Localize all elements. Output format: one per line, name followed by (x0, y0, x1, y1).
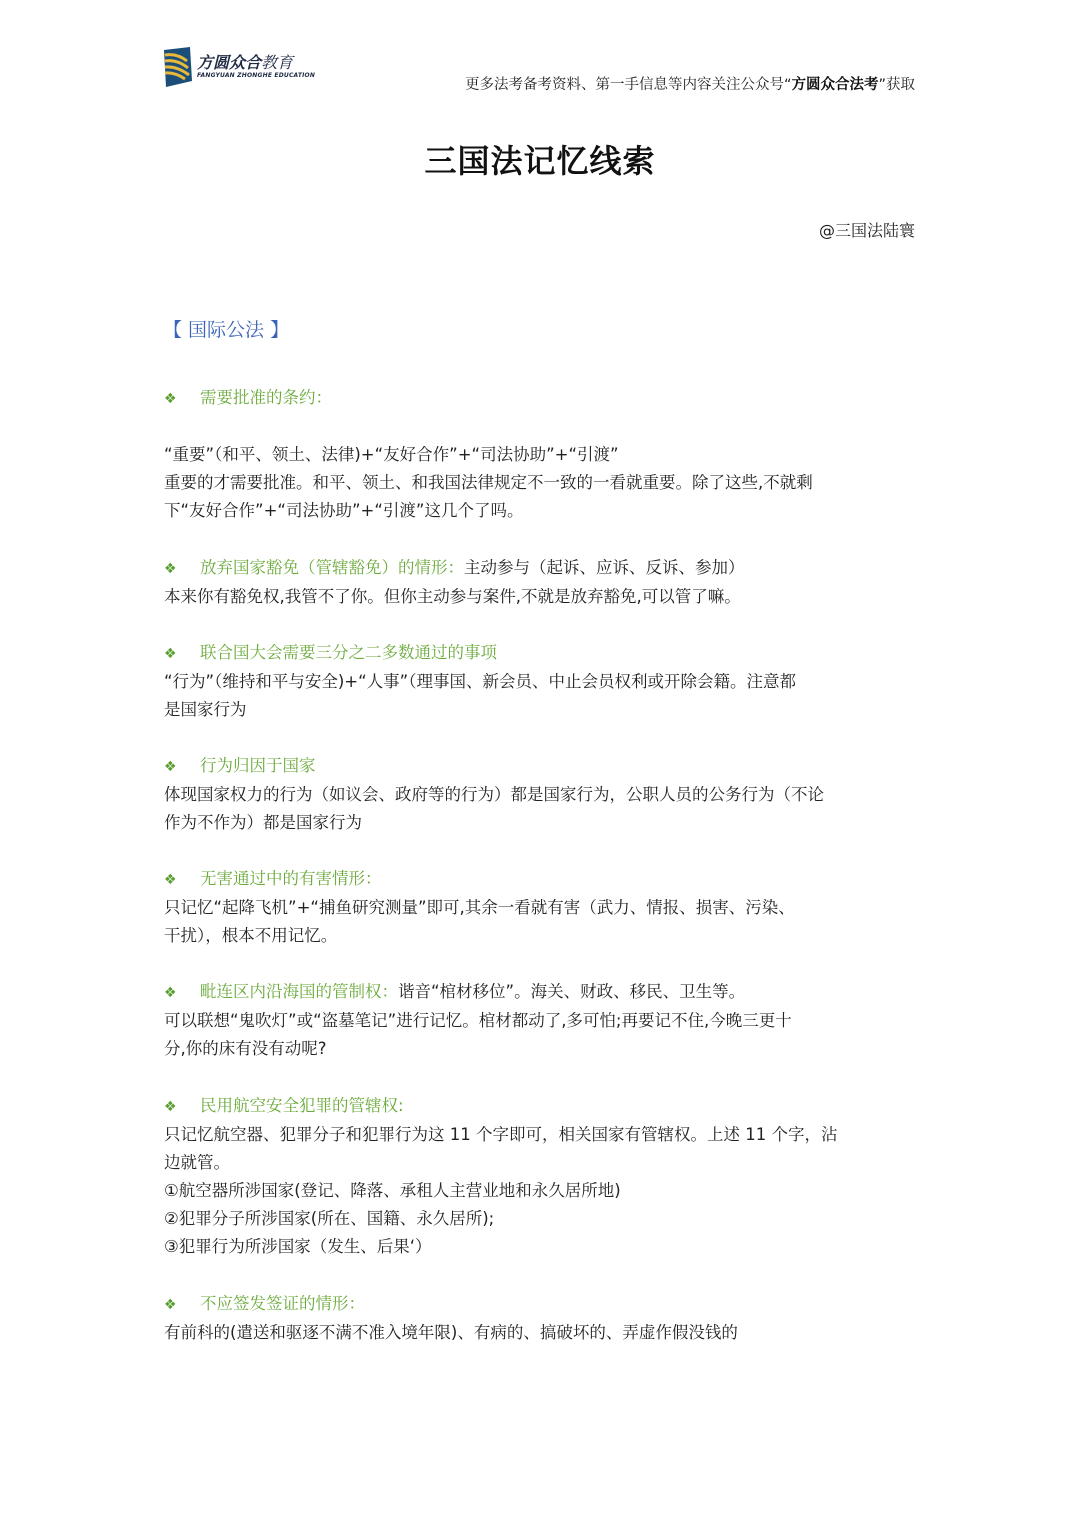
diamond-bullet-icon: ❖ (164, 1297, 177, 1313)
note-item (164, 978, 916, 1063)
body-line: 作为不作为）都是国家行为 (164, 813, 362, 832)
body-line: ③犯罪行为所涉国家（发生、后果‘） (164, 1237, 432, 1256)
body-line: “行为”（维持和平与安全)+“人事”（理事国、新会员、中止会员权利或开除会籍。注意都 (164, 672, 796, 691)
item-body (164, 1121, 916, 1261)
note-item (164, 1290, 916, 1347)
item-heading-text: 联合国大会需要三分之二多数通过的事项 (200, 643, 497, 662)
item-body (164, 441, 916, 525)
header-note-suffix: ”获取 (878, 77, 915, 93)
body-line: ①航空器所涉国家(登记、降落、承租人主营业地和永久居所地) (164, 1181, 621, 1200)
body-line: 分,你的床有没有动呢? (164, 1039, 327, 1058)
header-note-account: 方圆众合法考 (791, 77, 879, 93)
item-heading (164, 554, 916, 583)
logo-chinese-name (197, 55, 315, 71)
page-title: 三国法记忆线索 (424, 142, 656, 180)
header-note (465, 73, 915, 94)
item-body (164, 781, 916, 837)
item-body (164, 894, 916, 950)
item-heading-text: 无害通过中的有害情形： (200, 869, 382, 888)
body-line: 体现国家权力的行为（如议会、政府等的行为）都是国家行为，公职人员的公务行为（不论 (164, 785, 824, 804)
body-line: “重要”（和平、领土、法律)+“友好合作”+“司法协助”+“引渡” (164, 445, 619, 464)
author-byline: @三国法陆寰 (818, 221, 915, 240)
note-item (164, 384, 916, 525)
note-item (164, 1092, 916, 1261)
item-heading-rest: 谐音“棺材移位”。海关、财政、移民、卫生等。 (398, 982, 746, 1001)
item-heading (164, 865, 916, 894)
body-line: 边就管。 (164, 1153, 230, 1172)
logo-name-bold: 方圆众合 (197, 53, 262, 72)
item-heading (164, 639, 916, 668)
diamond-bullet-icon: ❖ (164, 1099, 177, 1115)
body-line: ②犯罪分子所涉国家(所在、国籍、永久居所); (164, 1209, 495, 1228)
item-heading-text: 行为归因于国家 (200, 756, 316, 775)
item-body (164, 1319, 916, 1347)
item-body (164, 1007, 916, 1063)
note-item (164, 554, 916, 611)
diamond-bullet-icon: ❖ (164, 561, 177, 577)
item-heading (164, 1290, 916, 1319)
body-line: 干扰），根本不用记忆。 (164, 926, 338, 945)
body-line: 只记忆“起降飞机”+“捕鱼研究测量”即可,其余一看就有害（武力、情报、损害、污染、 (164, 898, 795, 917)
item-heading (164, 1092, 916, 1121)
item-heading-text: 民用航空安全犯罪的管辖权: (200, 1096, 404, 1115)
body-line: 是国家行为 (164, 700, 247, 719)
note-item (164, 752, 916, 837)
item-heading-text: 需要批准的条约： (200, 388, 332, 407)
item-heading (164, 752, 916, 781)
note-item (164, 639, 916, 724)
diamond-bullet-icon: ❖ (164, 646, 177, 662)
body-line: 下“友好合作”+“司法协助”+“引渡”这几个了吗。 (164, 501, 524, 520)
body-line: 有前科的(遣送和驱逐不满不准入境年限)、有病的、搞破坏的、弄虚作假没钱的 (164, 1323, 738, 1342)
item-heading-text: 不应签发签证的情形： (200, 1294, 365, 1313)
item-body (164, 583, 916, 611)
diamond-bullet-icon: ❖ (164, 759, 177, 775)
diamond-bullet-icon: ❖ (164, 985, 177, 1001)
logo-name-light: 教育 (261, 53, 294, 72)
note-item (164, 865, 916, 950)
body-line: 重要的才需要批准。和平、领土、和我国法律规定不一致的一看就重要。除了这些,不就剩 (164, 473, 813, 492)
logo-emblem-icon (163, 47, 193, 87)
body-line: 本来你有豁免权,我管不了你。但你主动参与案件,不就是放弃豁免,可以管了嘛。 (164, 587, 741, 606)
item-heading-rest: 主动参与（起诉、应诉、反诉、参加） (464, 558, 745, 577)
item-heading-text: 放弃国家豁免（管辖豁免）的情形： (200, 558, 464, 577)
body-line: 可以联想“鬼吹灯”或“盗墓笔记”进行记忆。棺材都动了,多可怕;再要记不住,今晚三更十 (164, 1011, 792, 1030)
brand-logo (163, 47, 315, 87)
diamond-bullet-icon: ❖ (164, 872, 177, 888)
item-heading (164, 978, 916, 1007)
diamond-bullet-icon: ❖ (164, 391, 177, 407)
body-line: 只记忆航空器、犯罪分子和犯罪行为这 11 个字即可，相关国家有管辖权。上述 11 个字，沾 (164, 1125, 838, 1144)
item-body (164, 668, 916, 724)
item-heading-text: 毗连区内沿海国的管制权： (200, 982, 398, 1001)
header-note-prefix: 更多法考备考资料、第一手信息等内容关注公众号“ (464, 77, 792, 93)
section-title: 【 国际公法 】 (163, 319, 290, 341)
item-heading (164, 384, 916, 413)
logo-english-name: FANGYUAN ZHONGHE EDUCATION (197, 72, 316, 79)
